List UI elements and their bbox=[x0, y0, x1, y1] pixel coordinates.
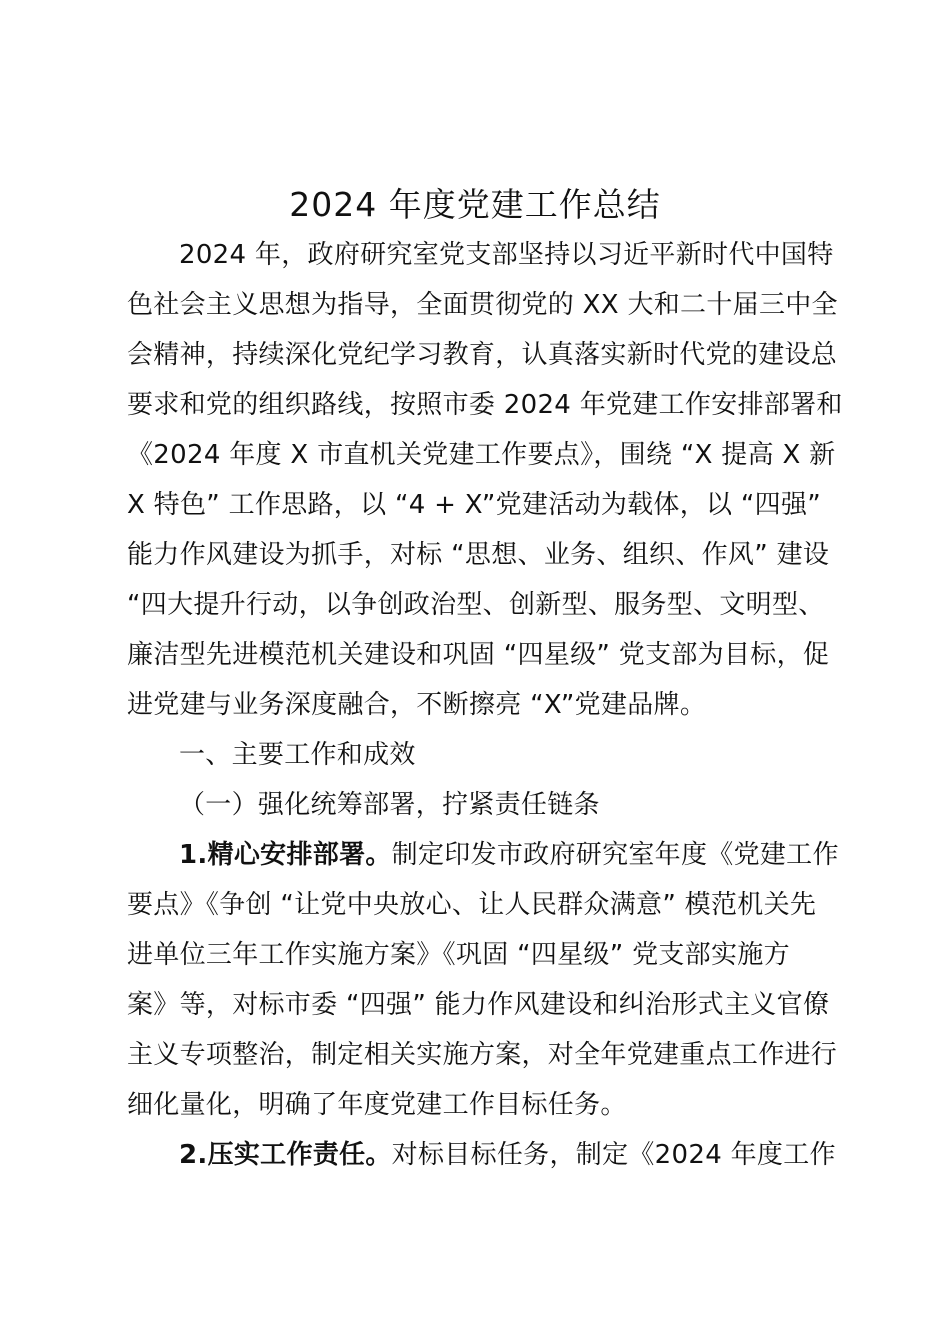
paragraph-line: 要求和党的组织路线，按照市委 2024 年党建工作安排部署和 bbox=[127, 390, 843, 420]
item-1-first-line bbox=[179, 830, 839, 880]
paragraph-line: 进单位三年工作实施方案》《巩固 “四星级” 党支部实施方 bbox=[127, 940, 790, 970]
item-1-text: 制定印发市政府研究室年度《党建工作 bbox=[391, 840, 839, 870]
item-1-label: 1.精心安排部署。 bbox=[179, 840, 392, 870]
paragraph-line: 案》等，对标市委 “四强” 能力作风建设和纠治形式主义官僚 bbox=[127, 990, 830, 1020]
section-heading: 一、主要工作和成效 bbox=[179, 740, 416, 770]
item-2-text: 对标目标任务，制定《2024 年度工作 bbox=[391, 1140, 836, 1170]
paragraph-line: 进党建与业务深度融合，不断擦亮 “X”党建品牌。 bbox=[127, 690, 707, 720]
paragraph-line: 要点》《争创 “让党中央放心、让人民群众满意” 模范机关先 bbox=[127, 890, 817, 920]
paragraph-line: 会精神，持续深化党纪学习教育，认真落实新时代党的建设总 bbox=[127, 340, 838, 370]
document-title: 2024 年度党建工作总结 bbox=[289, 185, 661, 224]
subsection-heading: （一）强化统筹部署，拧紧责任链条 bbox=[179, 790, 600, 820]
paragraph-line: 细化量化，明确了年度党建工作目标任务。 bbox=[127, 1090, 627, 1120]
paragraph-line: 廉洁型先进模范机关建设和巩固 “四星级” 党支部为目标，促 bbox=[127, 640, 830, 670]
paragraph-line: 能力作风建设为抓手，对标 “思想、业务、组织、作风” 建设 bbox=[127, 540, 830, 570]
paragraph-line: 《2024 年度 X 市直机关党建工作要点》，围绕 “X 提高 X 新 bbox=[127, 440, 836, 470]
paragraph-line: 色社会主义思想为指导，全面贯彻党的 XX 大和二十届三中全 bbox=[127, 290, 838, 320]
paragraph-line: 主义专项整治，制定相关实施方案，对全年党建重点工作进行 bbox=[127, 1040, 838, 1070]
item-2-first-line bbox=[179, 1130, 839, 1180]
paragraph-line: 2024 年，政府研究室党支部坚持以习近平新时代中国特 bbox=[179, 240, 834, 270]
paragraph-line: “四大提升行动，以争创政治型、创新型、服务型、文明型、 bbox=[127, 590, 825, 620]
item-2-label: 2.压实工作责任。 bbox=[179, 1140, 392, 1170]
paragraph-line: X 特色” 工作思路，以 “4 + X”党建活动为载体，以 “四强” bbox=[127, 490, 822, 520]
